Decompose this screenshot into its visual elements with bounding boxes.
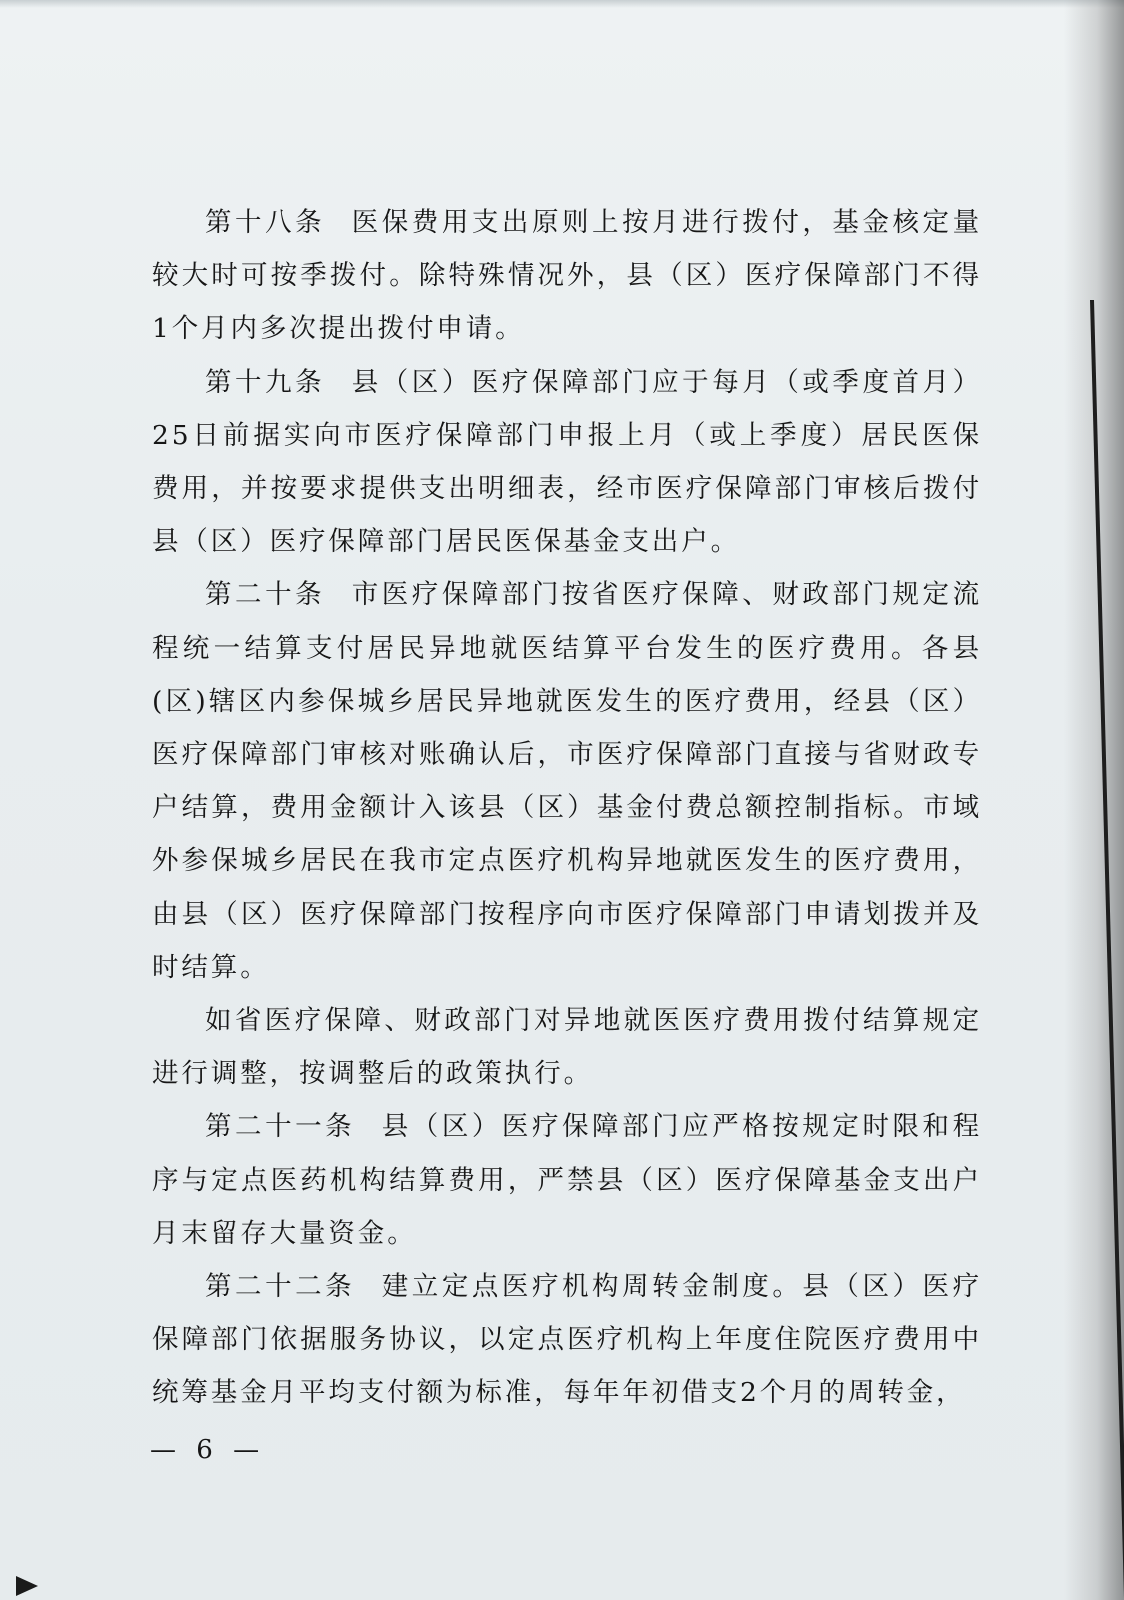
article-label: 第二十一条 — [205, 1111, 356, 1143]
scan-right-edge-shadow — [1064, 0, 1124, 1600]
article-text: 医保费用支出原则上按月进行拨付，基金核定量较大时可按季拨付。除特殊情况外，县（区）医疗保障部门不得1个月内多次提出拨付申请。 — [152, 207, 982, 345]
paragraph-article-20 — [152, 568, 982, 994]
article-text: 建立定点医疗机构周转金制度。县（区）医疗保障部门依据服务协议，以定点医疗机构上年度住院医疗费用中统筹基金月平均支付额为标准，每年年初借支2个月的周转金， — [152, 1271, 983, 1409]
article-label: 第二十条 — [205, 579, 326, 611]
corner-arrow-icon — [16, 1576, 38, 1596]
scan-top-edge — [0, 0, 1124, 8]
paragraph-article-20-addendum — [152, 994, 982, 1100]
article-label: 第二十二条 — [205, 1271, 356, 1303]
article-label: 第十八条 — [205, 207, 326, 238]
paragraph-article-22 — [152, 1260, 982, 1420]
paragraph-text: 如省医疗保障、财政部门对异地就医医疗费用拨付结算规定进行调整，按调整后的政策执行。 — [152, 1005, 982, 1090]
paragraph-article-18 — [152, 196, 982, 356]
paragraph-article-21 — [152, 1100, 982, 1260]
article-text: 市医疗保障部门按省医疗保障、财政部门规定流程统一结算支付居民异地就医结算平台发生的医疗费用。各县(区)辖区内参保城乡居民异地就医发生的医疗费用，经县（区）医疗保障部门审核对账确认后，市医疗保障部门直接与省财政专户结算，费用金额计入该县（区）基金付费总额控制指标。市域外参保城乡居民在我市定点医疗机构异地就医发生的医疗费用，由县（区）医疗保障部门按程序向市医疗保障部门申请划拨并及时结算。 — [152, 579, 982, 983]
article-label: 第十九条 — [205, 366, 326, 398]
article-text: 县（区）医疗保障部门应于每月（或季度首月）25日前据实向市医疗保障部门申报上月（或上季度）居民医保费用，并按要求提供支出明细表，经市医疗保障部门审核后拨付县（区）医疗保障部门居民医保基金支出户。 — [152, 366, 982, 558]
page-number: — 6 — — [150, 1435, 266, 1465]
document-body — [152, 196, 982, 1420]
article-text: 县（区）医疗保障部门应严格按规定时限和程序与定点医药机构结算费用，严禁县（区）医疗保障基金支出户月末留存大量资金。 — [152, 1111, 983, 1249]
paragraph-article-19 — [152, 356, 982, 569]
